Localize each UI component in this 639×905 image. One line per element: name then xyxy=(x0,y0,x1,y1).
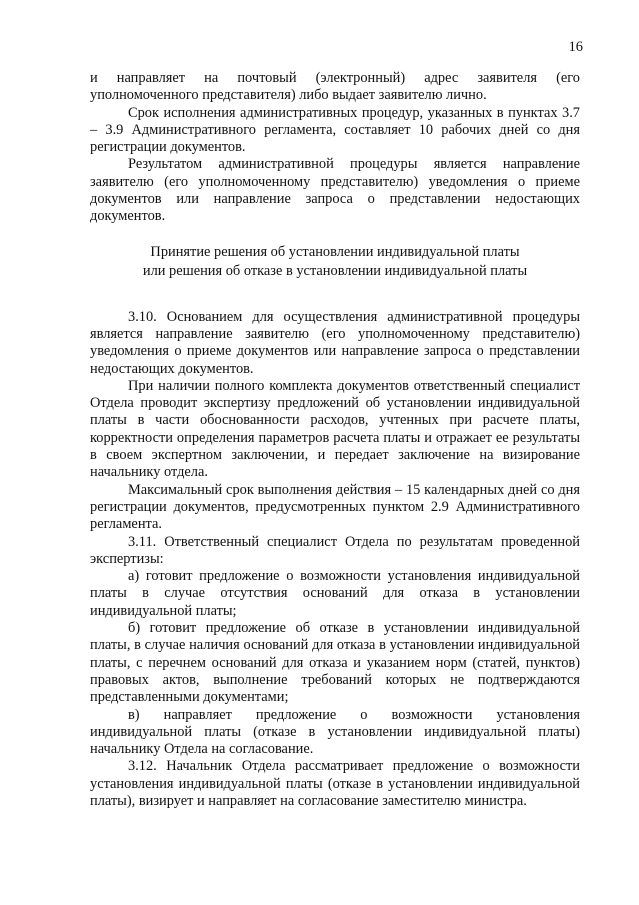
section-heading xyxy=(90,243,580,281)
paragraph-continuation: и направляет на почтовый (электронный) адрес заявителя (его уполномоченного представителя) либо выдает заявителю лично. xyxy=(90,70,580,104)
section-heading-line-1: Принятие решения об установлении индивидуальной платы xyxy=(150,243,520,260)
paragraph-3-11-a: а) готовит предложение о возможности установления индивидуальной платы в случае отсутствия оснований для отказа в установлении индивидуальной платы; xyxy=(90,568,580,619)
paragraph-expertise: При наличии полного комплекта документов ответственный специалист Отдела проводит экспертизу предложений об установлении индивидуальной платы в части обоснованности расходов, учтенных при расчете платы, корректности определения параметров расчета платы и отражает ее результаты в своем экспертном заключении, и передает заключение на визирование начальнику отдела. xyxy=(90,377,580,481)
paragraph-deadline: Срок исполнения административных процедур, указанных в пунктах 3.7 – 3.9 Административного регламента, составляет 10 рабочих дней со дня регистрации документов. xyxy=(90,104,580,156)
paragraph-3-11-b: б) готовит предложение об отказе в установлении индивидуальной платы, в случае наличия оснований для отказа в установлении индивидуальной платы, с перечнем оснований для отказа и указанием норм (статей, пунктов) правовых актов, выполнение требований которых не подтверждаются представленными документами; xyxy=(90,620,580,706)
paragraph-3-11-c: в) направляет предложение о возможности установления индивидуальной платы (отказе в установлении индивидуальной платы) начальнику Отдела на согласование. xyxy=(90,706,580,758)
paragraph-3-12: 3.12. Начальник Отдела рассматривает предложение о возможности установления индивидуальной платы (отказе в установлении индивидуальной платы), визирует и направляет на согласование заместителю министра. xyxy=(90,758,580,809)
section-heading-line-2: или решения об отказе в установлении индивидуальной платы xyxy=(142,262,528,279)
document-body xyxy=(90,70,580,810)
paragraph-max-term: Максимальный срок выполнения действия – 15 календарных дней со дня регистрации документов, предусмотренных пунктом 2.9 Административного регламента. xyxy=(90,481,580,533)
paragraph-3-11: 3.11. Ответственный специалист Отдела по результатам проведенной экспертизы: xyxy=(90,533,580,567)
page-number: 16 xyxy=(568,39,583,55)
paragraph-result: Результатом административной процедуры является направление заявителю (его уполномоченному представителю) уведомления о приеме документов или направление запроса о представлении недостающих документов. xyxy=(90,156,580,225)
paragraph-3-10: 3.10. Основанием для осуществления административной процедуры является направление заявителю (его уполномоченному представителю) уведомления о приеме документов или направление запроса о представлении недостающих документов. xyxy=(90,308,580,377)
